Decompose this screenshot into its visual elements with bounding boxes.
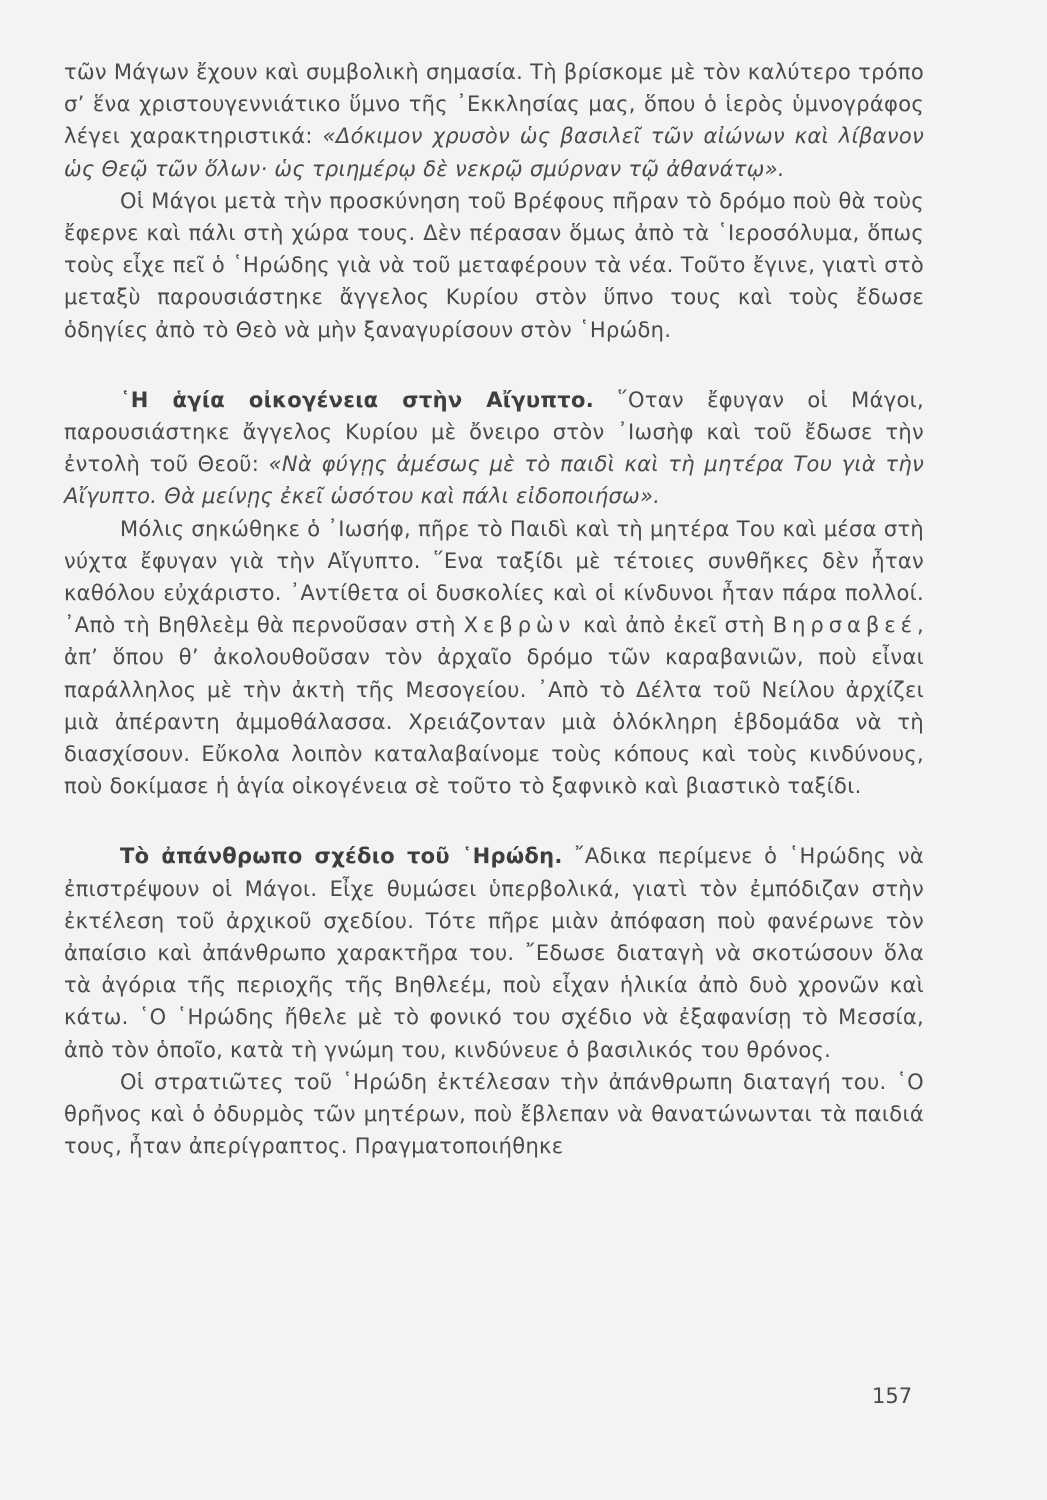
hymn-quote: «Δόκιμον χρυσὸν ὡς βασιλεῖ τῶν αἰώνων καὶ λίβανον ὡς Θεῷ τῶν ὅλων· ὡς τριημέρῳ δὲ νεκρῷ σμύρναν τῷ ἀθανάτῳ». [64,124,924,181]
paragraph: Οἱ Μάγοι μετὰ τὴν προσκύνηση τοῦ Βρέφους πῆραν τὸ δρόμο ποὺ θὰ τοὺς ἔφερνε καὶ πάλι στὴ χώρα τους. Δὲν πέρασαν ὅμως ἀπὸ τὰ ῾Ιεροσόλυμα, ὅπως τοὺς εἶχε πεῖ ὁ ῾Ηρώδης γιὰ νὰ τοῦ μεταφέρουν τὰ νέα. Τοῦτο ἔγινε, γιατὶ στὸ μεταξὺ παρουσιάστηκε ἄγγελος Κυρίου στὸν ὕπνο τους καὶ τοὺς ἔδωσε ὁδηγίες ἀπὸ τὸ Θεὸ νὰ μὴν ξαναγυρίσουν στὸν ῾Ηρώδη. [64,188,924,342]
paragraph [64,56,924,185]
section-heading: ῾Η ἁγία οἰκογένεια στὴν Αἴγυπτο. [120,387,594,412]
angel-quote: «Νὰ φύγῃς ἀμέσως μὲ τὸ παιδὶ καὶ τὴ μητέρα Του γιὰ τὴν Αἴγυπτο. Θὰ μείνῃς ἐκεῖ ὡσότου καὶ πάλι εἰδοποιήσω». [64,452,924,509]
paragraph-text: Μόλις σηκώθηκε ὁ ᾿Ιωσήφ, πῆρε τὸ Παιδὶ καὶ τὴ μητέρα Του καὶ μέσα στὴ νύχτα ἔφυγαν γιὰ τὴν Αἴγυπτο. ῞Ενα ταξίδι μὲ τέτοιες συνθῆκες δὲν ἦταν καθόλου εὐχάριστο. ᾿Αντίθετα οἱ δυσκολίες καὶ οἱ κίνδυνοι ἦταν πάρα πολλοί. ᾿Απὸ τὴ Βηθλεὲμ θὰ περνοῦσαν στὴ [64,516,924,638]
paragraph-text: ῎Αδικα περίμενε ὁ ῾Ηρώδης νὰ ἐπιστρέψουν οἱ Μάγοι. Εἶχε θυμώσει ὑπερβολικά, γιατὶ τὸν ἐμπόδιζαν στὴν ἐκτέλεση τοῦ ἀρχικοῦ σχεδίου. Τότε πῆρε μιὰν ἀπόφαση ποὺ φανέρωνε τὸν ἀπαίσιο καὶ ἀπάνθρωπο χαρακτῆρα του. ῎Εδωσε διαταγὴ νὰ σκοτώσουν ὅλα τὰ ἀγόρια τῆς περιοχῆς τῆς Βηθλεέμ, ποὺ εἶχαν ἡλικία ἀπὸ δυὸ χρονῶν καὶ κάτω. ῾Ο ῾Ηρώδης ἤθελε μὲ τὸ φονικό του σχέδιο νὰ ἐξαφανίσῃ τὸ Μεσσία, ἀπὸ τὸν ὁποῖο, κατὰ τὴ γνώμη του, κινδύνευε ὁ βασιλικός του θρόνος. [64,844,924,1062]
section-heading: Τὸ ἀπάνθρωπο σχέδιο τοῦ ῾Ηρώδη. [120,844,563,869]
section-paragraph [64,840,924,1065]
page-body [64,56,924,1163]
paragraph-text: , ἀπ’ ὅπου θ’ ἀκολουθοῦσαν τὸν ἀρχαῖο δρόμο τῶν καραβανιῶν, ποὺ εἶναι παράλληλος μὲ τὴν ἀκτὴ τῆς Μεσογείου. ᾿Απὸ τὸ Δέλτα τοῦ Νείλου ἀρχίζει μιὰ ἀπέραντη ἀμμοθάλασσα. Χρειάζονταν μιὰ ὁλόκληρη ἑβδομάδα νὰ τὴ διασχίσουν. Εὔκολα λοιπὸν καταλαβαίνομε τοὺς κόπους καὶ τοὺς κινδύνους, ποὺ δοκίμασε ἡ ἁγία οἰκογένεια σὲ τοῦτο τὸ ξαφνικὸ καὶ βιαστικὸ ταξίδι. [64,613,924,799]
paragraph: Οἱ στρατιῶτες τοῦ ῾Ηρώδη ἐκτέλεσαν τὴν ἀπάνθρωπη διαταγή του. ῾Ο θρῆνος καὶ ὁ ὀδυρμὸς τῶν μητέρων, ποὺ ἔβλεπαν νὰ θανατώνωνται τὰ παιδιά τους, ἦταν ἀπερίγραπτος. Πραγματοποιήθηκε [64,1069,924,1159]
section-paragraph [64,384,924,513]
paragraph-text: ῞Οταν ἔφυγαν οἱ Μάγοι, παρουσιάστηκε ἄγγελος Κυρίου μὲ ὄνειρο στὸν ᾿Ιωσὴφ καὶ τοῦ ἔδωσε τὴν ἐντολὴ τοῦ Θεοῦ: [64,387,924,477]
paragraph-text: τῶν Μάγων ἔχουν καὶ συμβολικὴ σημασία. Τὴ βρίσκομε μὲ τὸν καλύτερο τρόπο σ’ ἕνα χριστουγεννιάτικο ὕμνο τῆς ᾿Εκκλησίας μας, ὅπου ὁ ἱερὸς ὑμνογράφος λέγει χαρακτηριστικά: [64,60,924,149]
paragraph-text: καὶ ἀπὸ ἐκεῖ στὴ [575,613,773,638]
place-name: Χεβρὼν [463,613,576,638]
page-number: 157 [872,1384,913,1408]
paragraph [64,513,924,803]
place-name: Βηρσαβεέ [772,613,918,638]
